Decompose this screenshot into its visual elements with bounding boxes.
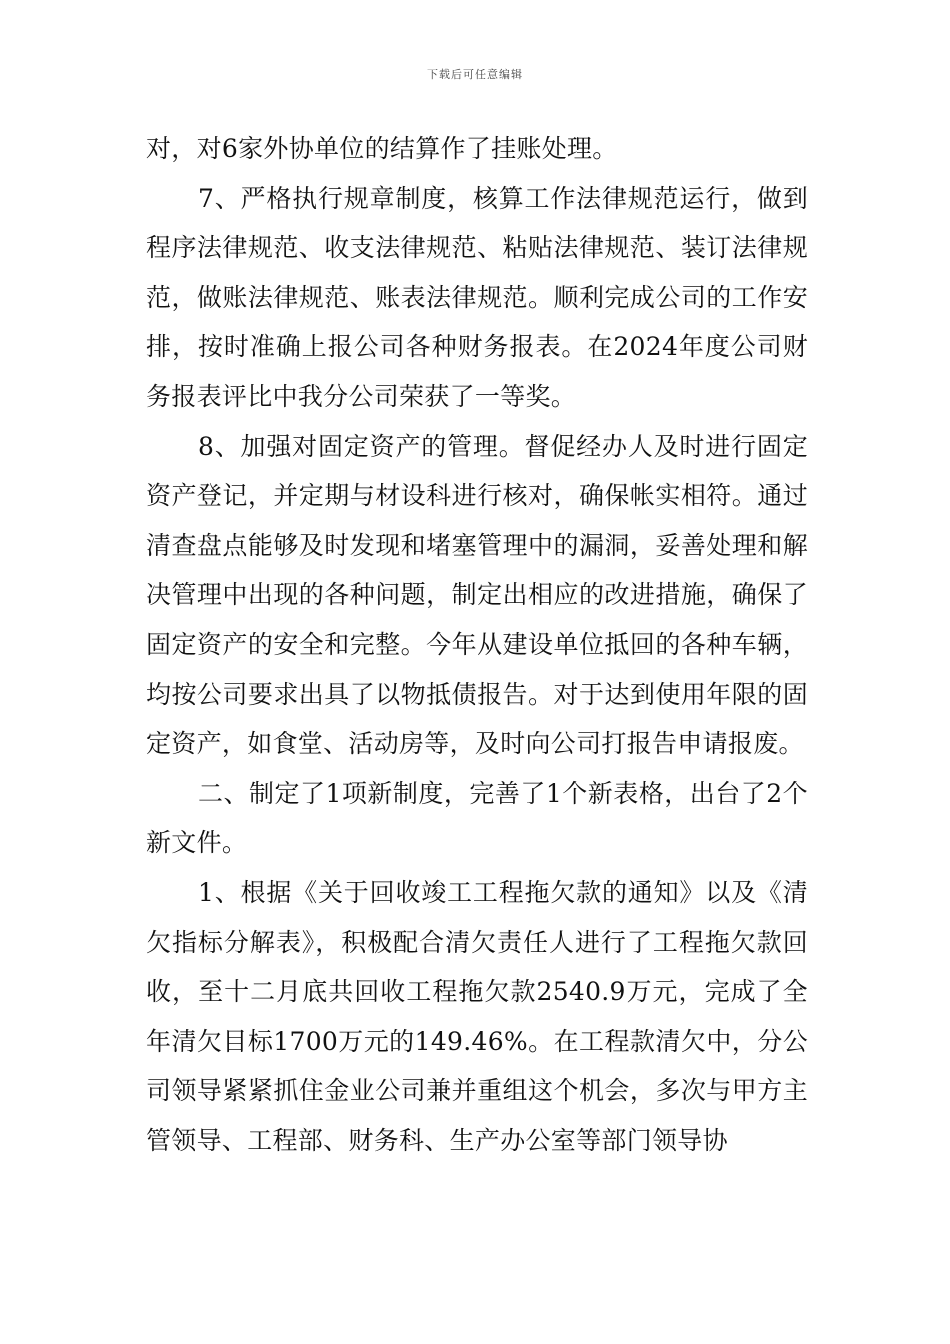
paragraph-item-1: 1、根据《关于回收竣工工程拖欠款的通知》以及《清欠指标分解表》，积极配合清欠责任人进行了工程拖欠款回收，至十二月底共回收工程拖欠款2540.9万元，完成了全年清欠目标1700万元的149.46%。在工程款清欠中，分公司领导紧紧抓住金业公司兼并重组这个机会，多次与甲方主管领导、工程部、财务科、生产办公室等部门领导协 [146,877,808,1155]
paragraph-item-7: 7、严格执行规章制度，核算工作法律规范运行，做到程序法律规范、收支法律规范、粘贴法律规范、装订法律规范，做账法律规范、账表法律规范。顺利完成公司的工作安排，按时准确上报公司各种财务报表。在2024年度公司财务报表评比中我分公司荣获了一等奖。 [146,183,808,411]
paragraph-item-8: 8、加强对固定资产的管理。督促经办人及时进行固定资产登记，并定期与材设科进行核对，确保帐实相符。通过清查盘点能够及时发现和堵塞管理中的漏洞，妥善处理和解决管理中出现的各种问题，制定出相应的改进措施，确保了固定资产的安全和完整。今年从建设单位抵回的各种车辆，均按公司要求出具了以物抵债报告。对于达到使用年限的固定资产，如食堂、活动房等，及时向公司打报告申请报废。 [146,431,808,759]
paragraph-section-two: 二、制定了1项新制度，完善了1个新表格，出台了2个新文件。 [146,778,808,858]
document-body [146,124,808,1165]
paragraph-continuation: 对，对6家外协单位的结算作了挂账处理。 [146,134,618,163]
page-header: 下载后可任意编辑 [427,68,523,81]
